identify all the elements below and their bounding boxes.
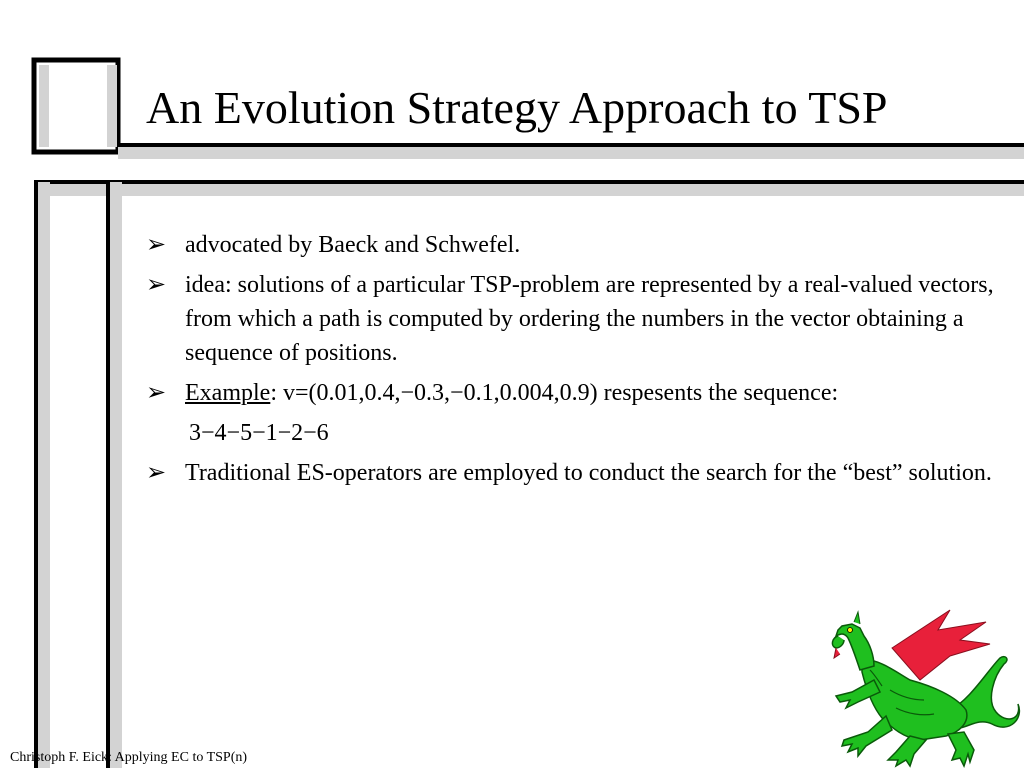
arrowhead-bullet-icon: ➢	[146, 460, 167, 486]
bullet-text: : v=(0.01,0.4,−0.3,−0.1,0.004,0.9) respesents the sequence:	[270, 380, 839, 406]
bullet-list	[146, 228, 1016, 496]
slide-title: An Evolution Strategy Approach to TSP	[146, 82, 888, 133]
arrowhead-bullet-icon: ➢	[146, 232, 167, 258]
bullet-text: Traditional ES-operators are employed to conduct the search for the “best” solution.	[185, 460, 992, 486]
bullet-text: idea: solutions of a particular TSP-problem are represented by a real-valued vectors, from which a path is computed by ordering the numbers in the vector obtaining a sequence of positions.	[185, 272, 994, 366]
bullet-item	[146, 268, 1016, 370]
bullet-item	[146, 456, 1016, 490]
sequence-line: 3−4−5−1−2−6	[189, 420, 329, 446]
bullet-item	[146, 376, 1016, 410]
example-label: Example	[185, 380, 271, 406]
footer-credit: Christoph F. Eick: Applying EC to TSP(n)	[10, 750, 248, 765]
bullet-text: advocated by Baeck and Schwefel.	[185, 232, 521, 258]
arrowhead-bullet-icon: ➢	[146, 380, 167, 406]
dragon-illustration	[800, 600, 1024, 768]
arrowhead-bullet-icon: ➢	[146, 272, 167, 298]
bullet-item	[146, 228, 1016, 262]
